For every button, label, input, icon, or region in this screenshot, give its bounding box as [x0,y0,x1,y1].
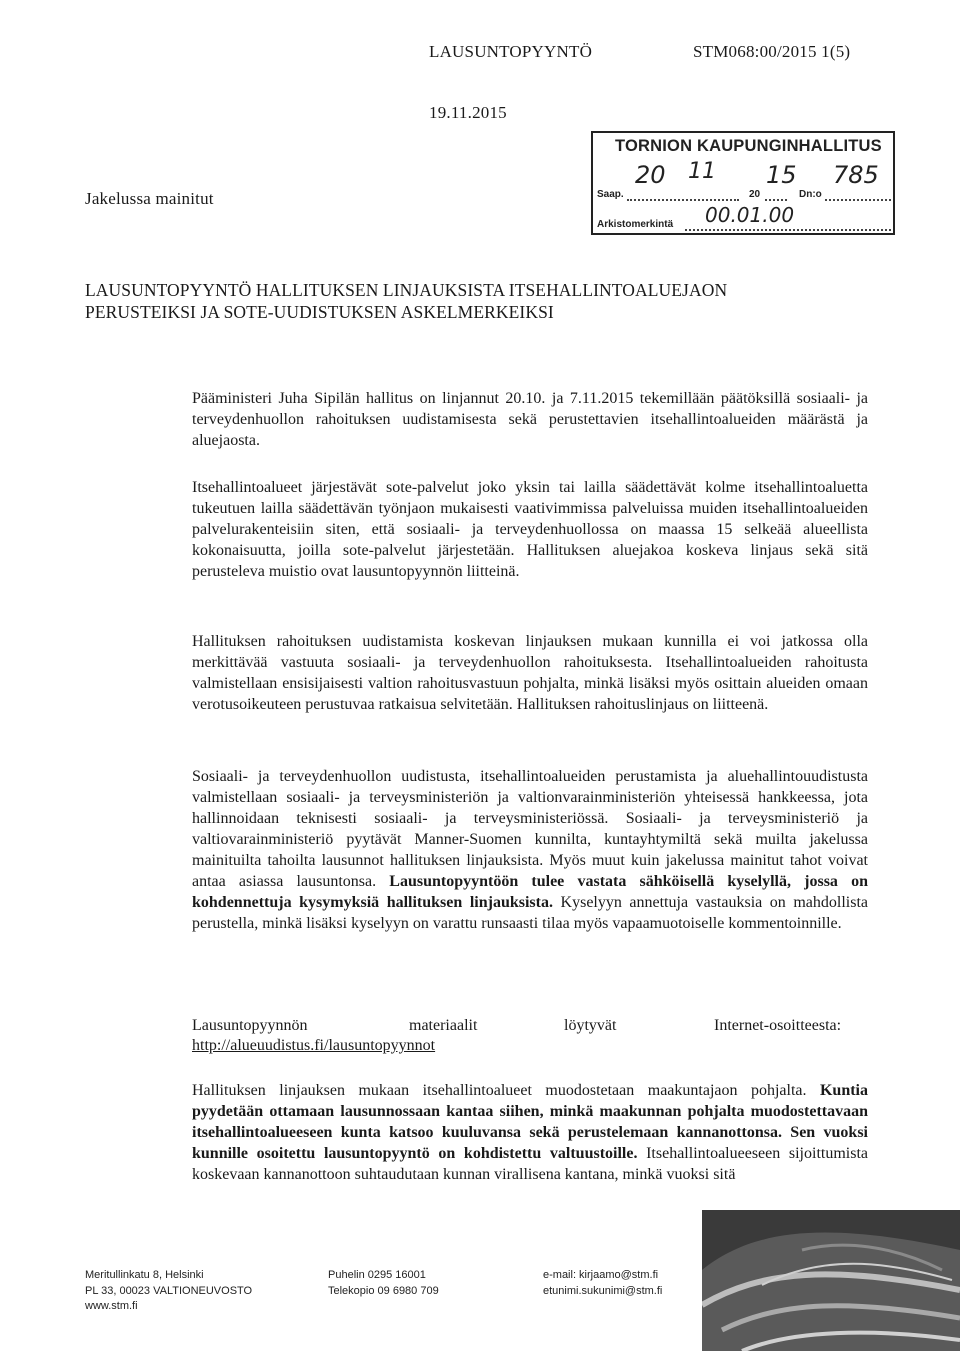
paragraph-3: Hallituksen rahoituksen uudistamista koskevan linjauksen mukaan kunnilla ei voi jatkossa olla merkittävää vastuuta sosiaali- ja terveydenhuollon rahoituksesta. Itsehallintoalueiden rahoitusta valmistellaan ensisijaisesti valtion rahoitusvastuun pohjalta, minkä lisäksi myös osittain alueiden omaan verotusoikeuteen perustuvaa ratkaisua selvitetään. Hallituksen rahoituslinjaus on liitteenä. [192,633,868,713]
paragraph-5-word-3: löytyvät [564,1017,617,1034]
footer-address-line-1: Meritullinkatu 8, Helsinki [85,1269,204,1281]
paragraph-4 [192,766,868,934]
document-title [85,279,885,323]
footer-phone [328,1268,439,1299]
footer-wave-graphic [702,1210,960,1351]
footer-address [85,1268,252,1315]
stamp-year-value: 15 [766,161,797,189]
stamp-number-value: 785 [833,161,879,189]
document-date: 19.11.2015 [429,103,507,122]
stamp-received-dots [627,199,739,201]
paragraph-1: Pääministeri Juha Sipilän hallitus on linjannut 20.10. ja 7.11.2015 tekemillään päätöksillä sosiaali- ja terveydenhuollon rahoituksen uudistamisesta sekä perustettavien itsehallintoalueiden määrästä ja aluejaosta. [192,390,868,449]
stamp-title: TORNION KAUPUNGINHALLITUS [615,137,882,155]
document-reference: STM068:00/2015 1(5) [693,42,851,61]
paragraph-5-word-4: Internet-osoitteesta: [714,1017,842,1034]
footer-email [543,1268,662,1299]
stamp-archive-value: 00.01.00 [705,203,795,227]
paragraph-5-word-1: Lausuntopyynnön [192,1017,308,1034]
paragraph-6-text-b: Itsehallintoalueeseen sijoittumista koskevaan kannanottoon suhtaudutaan kunnan virallisena kantana, minkä vuoksi sitä [192,1145,869,1183]
stamp-received-month: 11 [688,159,716,184]
material-link[interactable]: http://alueuudistus.fi/lausuntopyynnot [192,1037,436,1054]
paragraph-2: Itsehallintoalueet järjestävät sote-palvelut joko yksin tai lailla säädettävät kolme itsehallintoaluetta tukeutuen lailla säädettävän työnjaon mukaisesti vaativimmissa palveluissa muiden itsehallintoalueiden palvelurakenteisiin siten, että sosiaali- ja terveydenhuollossa on maassa 15 selkeää alueellista kokonaisuutta, joilla sote-palvelut järjestetään. Hallituksen aluejakoa koskeva linjaus sekä sitä perusteleva muistio ovat lausuntopyynnön liitteinä. [192,479,868,580]
footer-fax-line: Telekopio 09 6980 709 [328,1284,439,1297]
paragraph-4-text-a: Sosiaali- ja terveydenhuollon uudistusta, itsehallintoalueiden perustamista ja aluehallintouudistusta valmistellaan sosiaali- ja terveysministeriön ja valtionvarainministeriön yhteisessä hankkeessa, jota hallinnoidaan teknisesti sosiaali- ja terveysministeriössä. Sosiaali- ja terveysministeriö ja valtiovarainministeriö pyytävät Manner-Suomen kunnilta, kuntayhtymiltä sekä muilta jakelussa mainituilta tahoilta lausunnot hallituksen linjauksista. Myös muut kuin jakelussa mainitut tahot voivat antaa asiassa lausuntonsa. [192,768,868,890]
paragraph-6 [192,1080,868,1185]
document-type: LAUSUNTOPYYNTÖ [429,42,593,61]
paragraph-5-word-2: materiaalit [409,1017,478,1034]
stamp-received-label: Saap. [597,189,624,200]
title-line-2: PERUSTEIKSI JA SOTE-UUDISTUKSEN ASKELMERKEIKSI [85,302,554,322]
stamp-year-dots [765,199,787,201]
footer-website[interactable]: www.stm.fi [85,1300,138,1312]
footer-address-line-2: PL 33, 00023 VALTIONEUVOSTO [85,1284,253,1297]
footer-email-personal: etunimi.sukunimi@stm.fi [543,1284,663,1297]
paragraph-4-text-b: Kyselyyn annettuja vastauksia on mahdollista perustella, minkä lisäksi kyselyyn on varattu runsaasti tilaa myös vapaamuotoiselle kommentoinnille. [192,894,869,932]
received-stamp [591,131,895,235]
stamp-received-day: 20 [635,161,666,189]
stamp-number-label: Dn:o [799,189,822,200]
footer-email-registry[interactable]: e-mail: kirjaamo@stm.fi [543,1269,659,1281]
paragraph-6-bold: Kuntia pyydetään ottamaan lausunnossaan kantaa siihen, minkä maakunnan pohjalta muodostettavaan itsehallintoalueeseen kunta katsoo kuuluvansa sekä perustelemaan kannanottonsa. Sen vuoksi kunnille osoitettu lausuntopyyntö on kohdistettu valtuustoille. [192,1082,868,1162]
title-line-1: LAUSUNTOPYYNTÖ HALLITUKSEN LINJAUKSISTA ITSEHALLINTOALUEJAON [85,280,728,300]
stamp-archive-label: Arkistomerkintä [597,219,674,230]
stamp-archive-dots [685,229,891,231]
stamp-number-dots [825,199,891,201]
recipient: Jakelussa mainitut [85,189,214,208]
stamp-year-label: 20 [749,189,761,200]
footer-phone-line: Puhelin 0295 16001 [328,1269,426,1281]
paragraph-6-text-a: Hallituksen linjauksen mukaan itsehallintoalueet muodostetaan maakuntajaon pohjalta. [192,1082,820,1099]
paragraph-4-bold: Lausuntopyyntöön tulee vastata sähköisellä kyselyllä, jossa on kohdennettuja kysymyksiä hallituksen linjauksista. [192,873,868,911]
